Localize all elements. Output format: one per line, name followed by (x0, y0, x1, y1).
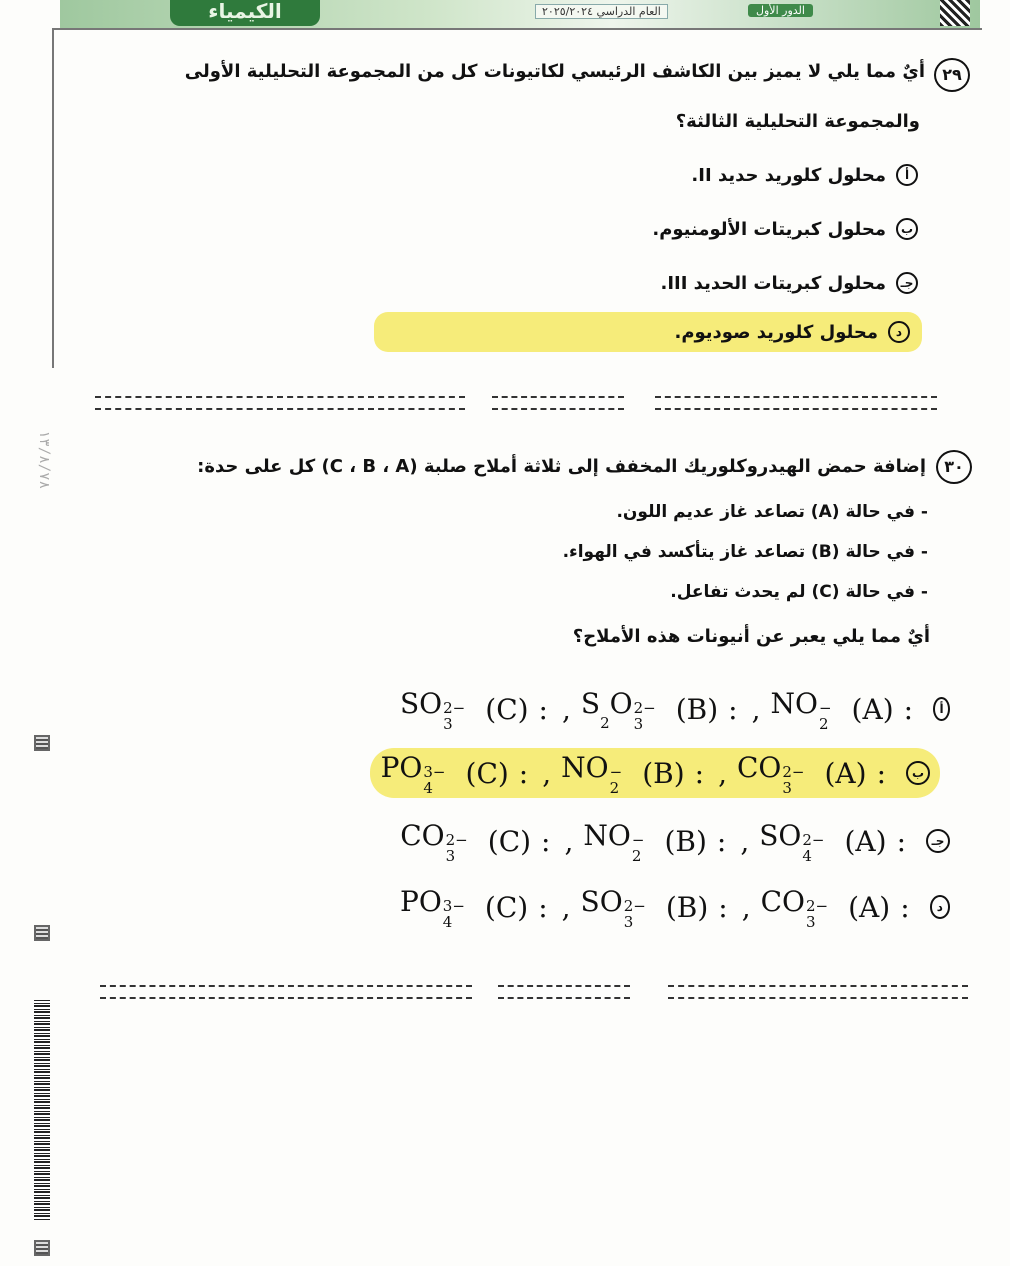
ion-a: CO 2− 3 (736, 750, 805, 797)
subject-brand: الكيمياء (170, 0, 320, 26)
label-b: (B) (665, 890, 709, 924)
margin-qr-icon-2 (34, 925, 50, 941)
label-b: (B) (642, 756, 685, 790)
q30-bullet-b: - في حالة (B) تصاعد غاز يتأكسد في الهواء. (562, 542, 928, 562)
label-a: (A) (824, 756, 867, 790)
label-a: (A) (851, 692, 894, 726)
q30-option-c[interactable]: CO 2− 3 (C) : , NO − 2 (B) : , SO 2− 4 (A) : جـ (400, 816, 950, 866)
option-text: محلول كلوريد صوديوم. (674, 321, 878, 343)
q30-bullet-a: - في حالة (A) تصاعد غاز عديم اللون. (616, 502, 928, 522)
label-a: (A) (848, 890, 891, 924)
label-a: (A) (844, 824, 887, 858)
option-letter: أ (933, 697, 950, 721)
label-b: (B) (675, 692, 719, 726)
qr-code-icon (940, 0, 970, 26)
option-letter: د (930, 895, 950, 919)
option-letter: د (888, 321, 910, 343)
answer-dash-line (95, 396, 465, 410)
option-letter: أ (896, 164, 918, 186)
answer-dash-line (100, 985, 472, 999)
margin-qr-icon (34, 735, 50, 751)
q30-option-d[interactable]: PO 3− 4 (C) : , SO 2− 3 (B) : , CO 2− 3 (A) : د (400, 882, 950, 932)
question-30-number: ٣٠ (936, 450, 972, 484)
question-29-line2: والمجموعة التحليلية الثالثة؟ (675, 111, 920, 132)
q29-option-c[interactable] (660, 266, 918, 300)
ion-c: SO 2− 3 (400, 686, 466, 733)
ion-b: S 2 O 2− 3 (580, 686, 656, 733)
page-header (60, 0, 980, 30)
ion-b: SO 2− 3 (580, 884, 646, 931)
q30-option-b-highlighted[interactable]: PO 3− 4 (C) : , NO − 2 (B) : , CO 2− 3 (A) : ب (370, 748, 940, 798)
label-c: (C) (484, 890, 529, 924)
q29-option-b[interactable] (652, 212, 918, 246)
ion-a: SO 2− 4 (759, 818, 825, 865)
frame-top-line (52, 28, 982, 30)
answer-dash-line (498, 985, 630, 999)
barcode-icon (34, 1000, 50, 1220)
ion-c: PO 3− 4 (400, 884, 465, 931)
label-c: (C) (465, 756, 509, 790)
exam-term: الدور الأول (748, 4, 813, 17)
option-text: محلول كبريتات الألومنيوم. (652, 218, 886, 240)
q30-option-a[interactable]: SO 2− 3 (C) : , S 2 O 2− 3 (B) : , NO − 2 (A) : أ (400, 684, 950, 734)
answer-dash-line (668, 985, 968, 999)
ion-b: NO − 2 (561, 750, 623, 797)
label-b: (B) (664, 824, 707, 858)
frame-left-line (52, 28, 54, 368)
option-letter: جـ (896, 272, 918, 294)
option-text: محلول كلوريد حديد II. (691, 164, 886, 186)
label-c: (C) (485, 692, 529, 726)
margin-qr-icon-3 (34, 1240, 50, 1256)
option-letter: جـ (926, 829, 950, 853)
question-30-stem: إضافة حمض الهيدروكلوريك المخفف إلى ثلاثة أملاح صلبة (C ، B ، A) كل على حدة: (197, 456, 926, 477)
ion-c: CO 2− 3 (400, 818, 468, 865)
q29-option-a[interactable] (691, 158, 918, 192)
q30-bullet-c: - في حالة (C) لم يحدث تفاعل. (670, 582, 928, 602)
margin-vertical-text: ١٣/٨/٧٨ (36, 430, 52, 490)
ion-c: PO 3− 4 (380, 750, 446, 797)
ion-a: CO 2− 3 (760, 884, 829, 931)
ion-b: NO − 2 (583, 818, 645, 865)
question-29-number: ٢٩ (934, 58, 970, 92)
answer-dash-line (655, 396, 937, 410)
answer-dash-line (492, 396, 624, 410)
question-29-line1: أيٌ مما يلي لا يميز بين الكاشف الرئيسي لكاتيونات كل من المجموعة التحليلية الأولى (184, 61, 925, 82)
ion-a: NO − 2 (770, 686, 832, 733)
label-c: (C) (487, 824, 532, 858)
option-letter: ب (906, 761, 930, 785)
option-letter: ب (896, 218, 918, 240)
academic-year: العام الدراسي ٢٠٢٥/٢٠٢٤ (535, 4, 668, 19)
question-30-prompt: أيٌ مما يلي يعبر عن أنيونات هذه الأملاح؟ (572, 626, 930, 647)
q29-option-d-highlighted[interactable] (374, 312, 922, 352)
option-text: محلول كبريتات الحديد III. (660, 272, 886, 294)
